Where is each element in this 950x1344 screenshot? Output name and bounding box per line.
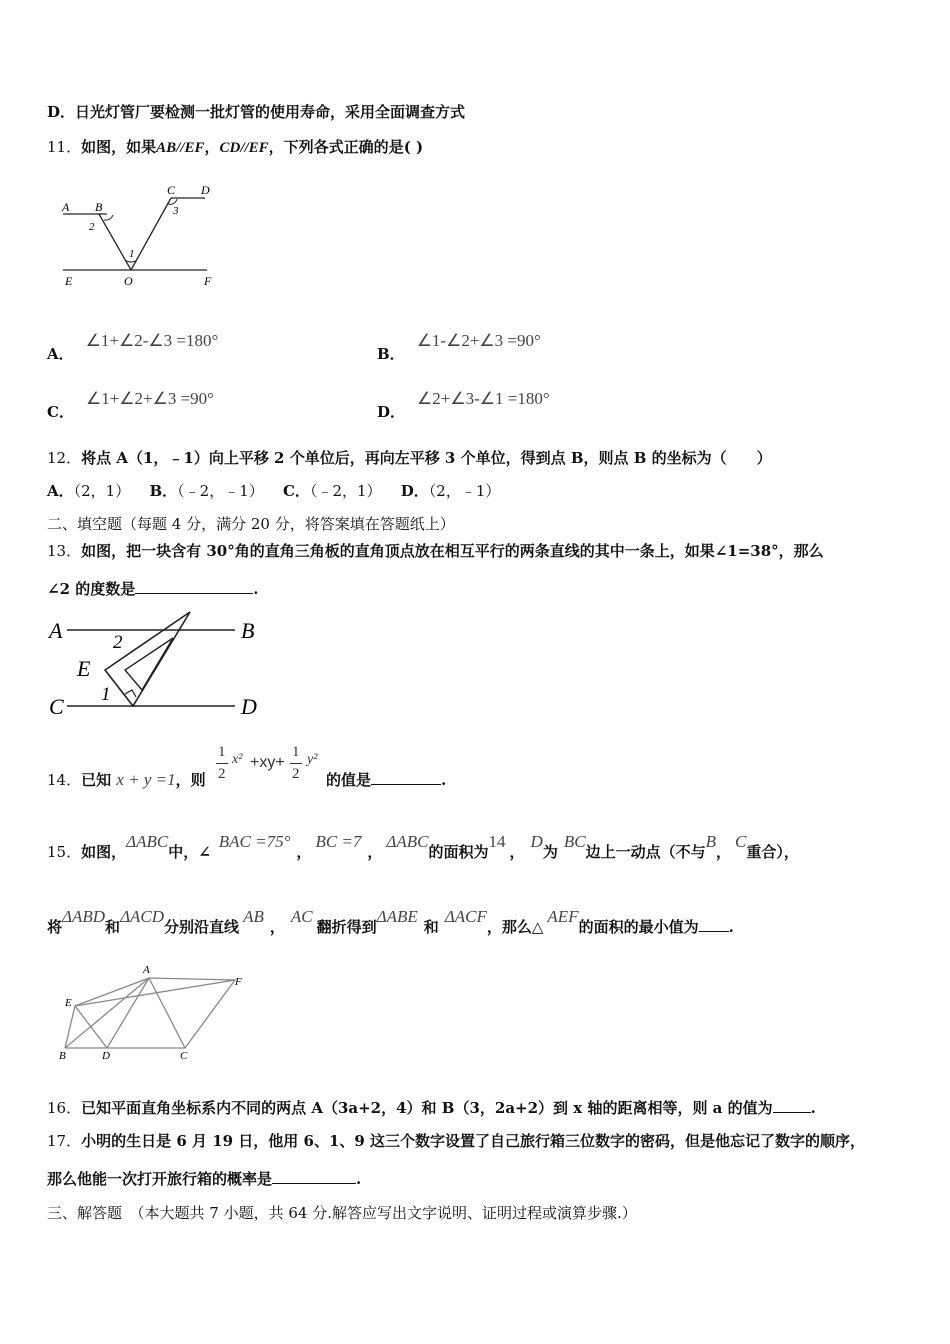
q15-line2: 将ΔABD和ΔACD分别沿直线AB，AC翻折得到ΔABE和ΔACF，那么△AEF的面积的最小值为 . [47, 907, 734, 936]
q11-label-c: C [167, 183, 176, 197]
q13-label-c: C [49, 694, 64, 719]
q11-label-2: 2 [89, 221, 95, 233]
q13-line1: 13．如图，把一块含有 30°角的直角三角板的直角顶点放在相互平行的两条直线的其中一条上，如果∠1=38°，那么 [47, 542, 824, 560]
q11-label-1: 1 [129, 248, 135, 260]
q11-label-b: B [95, 200, 103, 214]
q15-figure [55, 962, 250, 1062]
q12-option-d: D．（2，﹣1） [400, 482, 501, 500]
q13-label-2: 2 [113, 632, 123, 653]
q17-answer-blank [272, 1169, 356, 1184]
q12-option-b: B．（﹣2，﹣1） [149, 482, 264, 500]
q13-answer-blank [135, 579, 253, 594]
q11-option-b: B．∠1-∠2+∠3 =90° [377, 331, 541, 363]
q12-option-a: A．（2，1） [47, 482, 131, 500]
q13-label-e: E [77, 656, 91, 681]
q10-option-d: D．日光灯管厂要检测一批灯管的使用寿命，采用全面调查方式 [47, 103, 466, 121]
q14-expression: 1 2 x² +xy+ 1 2 y² [218, 744, 318, 782]
q11-option-a: A．∠1+∠2-∠3 =180° [47, 331, 219, 363]
q15-line1: 15．如图，ΔABC中，∠BAC =75°，BC =7，ΔABC的面积为14，D为BC边上一动点（不与B，C重合）， [47, 832, 799, 861]
q13-line2: ∠2 的度数是 . [47, 580, 259, 598]
q15-label-b: B [59, 1050, 66, 1062]
q14-answer-blank [371, 770, 441, 785]
q15-label-e: E [65, 997, 72, 1009]
q11-option-c: C．∠1+∠2+∠3 =90° [47, 389, 214, 421]
q12-option-c: C．（﹣2，1） [282, 482, 382, 500]
q12-options [47, 481, 500, 501]
q13-figure [45, 608, 270, 723]
q11-stem: 11．如图，如果AB//EF，CD//EF，下列各式正确的是( ) [47, 138, 424, 156]
q11-figure [55, 178, 225, 293]
q11-label-a: A [62, 200, 70, 214]
q11-label-f: F [204, 274, 212, 288]
q11-label-d: D [201, 183, 210, 197]
q11-label-e: E [65, 274, 73, 288]
section-2-title: 二、填空题（每题 4 分，满分 20 分，将答案填在答题纸上） [47, 515, 455, 533]
q13-label-1: 1 [101, 684, 111, 705]
q15-label-d: D [102, 1050, 110, 1062]
q17-line2: 那么他能一次打开旅行箱的概率是 . [47, 1170, 362, 1188]
q12-stem: 12．将点 A（1，﹣1）向上平移 2 个单位后，再向左平移 3 个单位，得到点 B，则点 B 的坐标为（ ） [47, 449, 772, 467]
section-3-title: 三、解答题 （本大题共 7 小题，共 64 分.解答应写出文字说明、证明过程或演算步骤.） [47, 1204, 637, 1222]
q14-line: 14．已知 x + y =1，则 [47, 770, 206, 789]
q11-label-o: O [124, 274, 133, 288]
q11-option-d: D．∠2+∠3-∠1 =180° [377, 389, 550, 421]
q15-answer-blank [699, 917, 729, 932]
q17-line1: 17．小明的生日是 6 月 19 日，他用 6、1、9 这三个数字设置了自己旅行箱三位数字的密码，但是他忘记了数字的顺序， [47, 1132, 866, 1150]
q15-label-f: F [235, 976, 242, 988]
q13-label-d: D [241, 694, 257, 719]
q15-label-c: C [180, 1050, 188, 1062]
q13-label-a: A [49, 618, 63, 643]
q14-tail: 的值是 . [326, 771, 447, 789]
q11-label-3: 3 [173, 205, 179, 217]
q16-answer-blank [773, 1098, 811, 1113]
q16-stem: 16．已知平面直角坐标系内不同的两点 A（3a+2，4）和 B（3，2a+2）到 x 轴的距离相等，则 a 的值为 . [47, 1099, 816, 1117]
q13-label-b: B [241, 618, 255, 643]
q15-label-a: A [143, 964, 150, 976]
